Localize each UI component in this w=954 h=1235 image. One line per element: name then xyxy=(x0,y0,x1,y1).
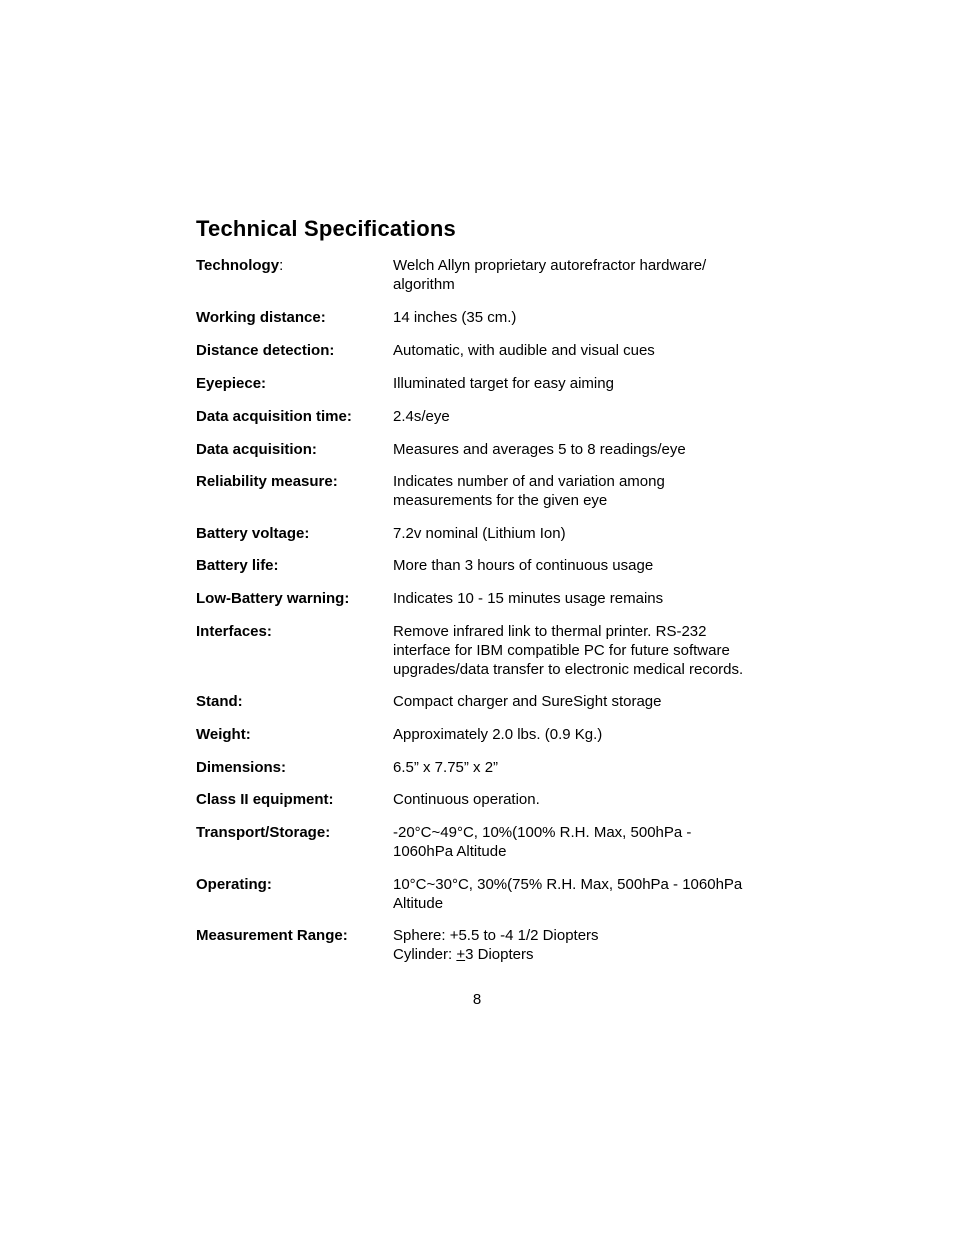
spec-row-transport-storage xyxy=(196,823,776,875)
spec-list xyxy=(196,256,776,966)
spec-label: Measurement Range: xyxy=(196,927,348,944)
spec-row-interfaces xyxy=(196,622,776,692)
spec-label: Stand: xyxy=(196,693,243,710)
page-title: Technical Specifications xyxy=(196,216,456,241)
spec-row-stand xyxy=(196,692,776,725)
spec-row-battery-life xyxy=(196,556,776,589)
spec-label: Class II equipment: xyxy=(196,791,334,808)
spec-value: Continuous operation. xyxy=(393,791,540,808)
spec-row-battery-voltage xyxy=(196,524,776,556)
spec-row-eyepiece xyxy=(196,374,776,407)
spec-value: Sphere: +5.5 to -4 1/2 Diopters Cylinder: +3 Diopters xyxy=(393,926,776,964)
spec-value: 6.5” x 7.75” x 2” xyxy=(393,759,499,776)
spec-value: -20°C~49°C, 10%(100% R.H. Max, 500hPa - 1060hPa Altitude xyxy=(393,824,692,860)
spec-value: More than 3 hours of continuous usage xyxy=(393,557,654,574)
spec-value: 14 inches (35 cm.) xyxy=(393,309,517,326)
spec-row-operating xyxy=(196,875,776,926)
spec-row-low-battery-warning xyxy=(196,589,776,622)
spec-value: Indicates number of and variation among measurements for the given eye xyxy=(393,473,665,509)
spec-row-class-ii-equipment xyxy=(196,790,776,823)
spec-value: Welch Allyn proprietary autorefractor hardware/ algorithm xyxy=(393,257,707,293)
spec-label: Interfaces: xyxy=(196,623,272,640)
spec-label: Low-Battery warning: xyxy=(196,590,350,607)
spec-label: Data acquisition: xyxy=(196,441,317,458)
spec-label: Transport/Storage: xyxy=(196,824,331,841)
spec-row-working-distance xyxy=(196,308,776,341)
spec-label: Technology: xyxy=(196,257,284,274)
spec-row-measurement-range xyxy=(196,926,776,966)
spec-label: Eyepiece: xyxy=(196,375,267,392)
spec-label: Dimensions: xyxy=(196,759,287,776)
spec-row-data-acquisition xyxy=(196,440,776,472)
spec-label: Working distance: xyxy=(196,309,326,326)
spec-row-data-acquisition-time xyxy=(196,407,776,440)
cylinder-line: Cylinder: +3 Diopters xyxy=(393,946,534,963)
spec-label: Battery voltage: xyxy=(196,525,310,542)
spec-value: Measures and averages 5 to 8 readings/eye xyxy=(393,441,686,458)
spec-value: 10°C~30°C, 30%(75% R.H. Max, 500hPa - 1060hPa Altitude xyxy=(393,876,743,912)
spec-value: 2.4s/eye xyxy=(393,408,450,425)
spec-row-weight xyxy=(196,725,776,758)
spec-value: Remove infrared link to thermal printer. RS-232 interface for IBM compatible PC for future software upgrades/data transfer to electronic medical records. xyxy=(393,623,744,678)
spec-row-technology xyxy=(196,256,776,308)
spec-row-distance-detection xyxy=(196,341,776,374)
spec-row-dimensions xyxy=(196,758,776,790)
spec-row-reliability-measure xyxy=(196,472,776,524)
spec-value: Automatic, with audible and visual cues xyxy=(393,342,655,359)
plus-minus-sign: + xyxy=(456,946,466,963)
spec-value: 7.2v nominal (Lithium Ion) xyxy=(393,525,566,542)
spec-label: Operating: xyxy=(196,876,272,893)
spec-value: Indicates 10 - 15 minutes usage remains xyxy=(393,590,664,607)
spec-label: Reliability measure: xyxy=(196,473,338,490)
page-number: 8 xyxy=(472,991,482,1008)
spec-value: Approximately 2.0 lbs. (0.9 Kg.) xyxy=(393,726,603,743)
spec-value: Illuminated target for easy aiming xyxy=(393,375,614,392)
spec-value: Compact charger and SureSight storage xyxy=(393,693,662,710)
spec-label: Distance detection: xyxy=(196,342,335,359)
spec-label: Data acquisition time: xyxy=(196,408,352,425)
spec-label: Weight: xyxy=(196,726,251,743)
spec-label: Battery life: xyxy=(196,557,279,574)
